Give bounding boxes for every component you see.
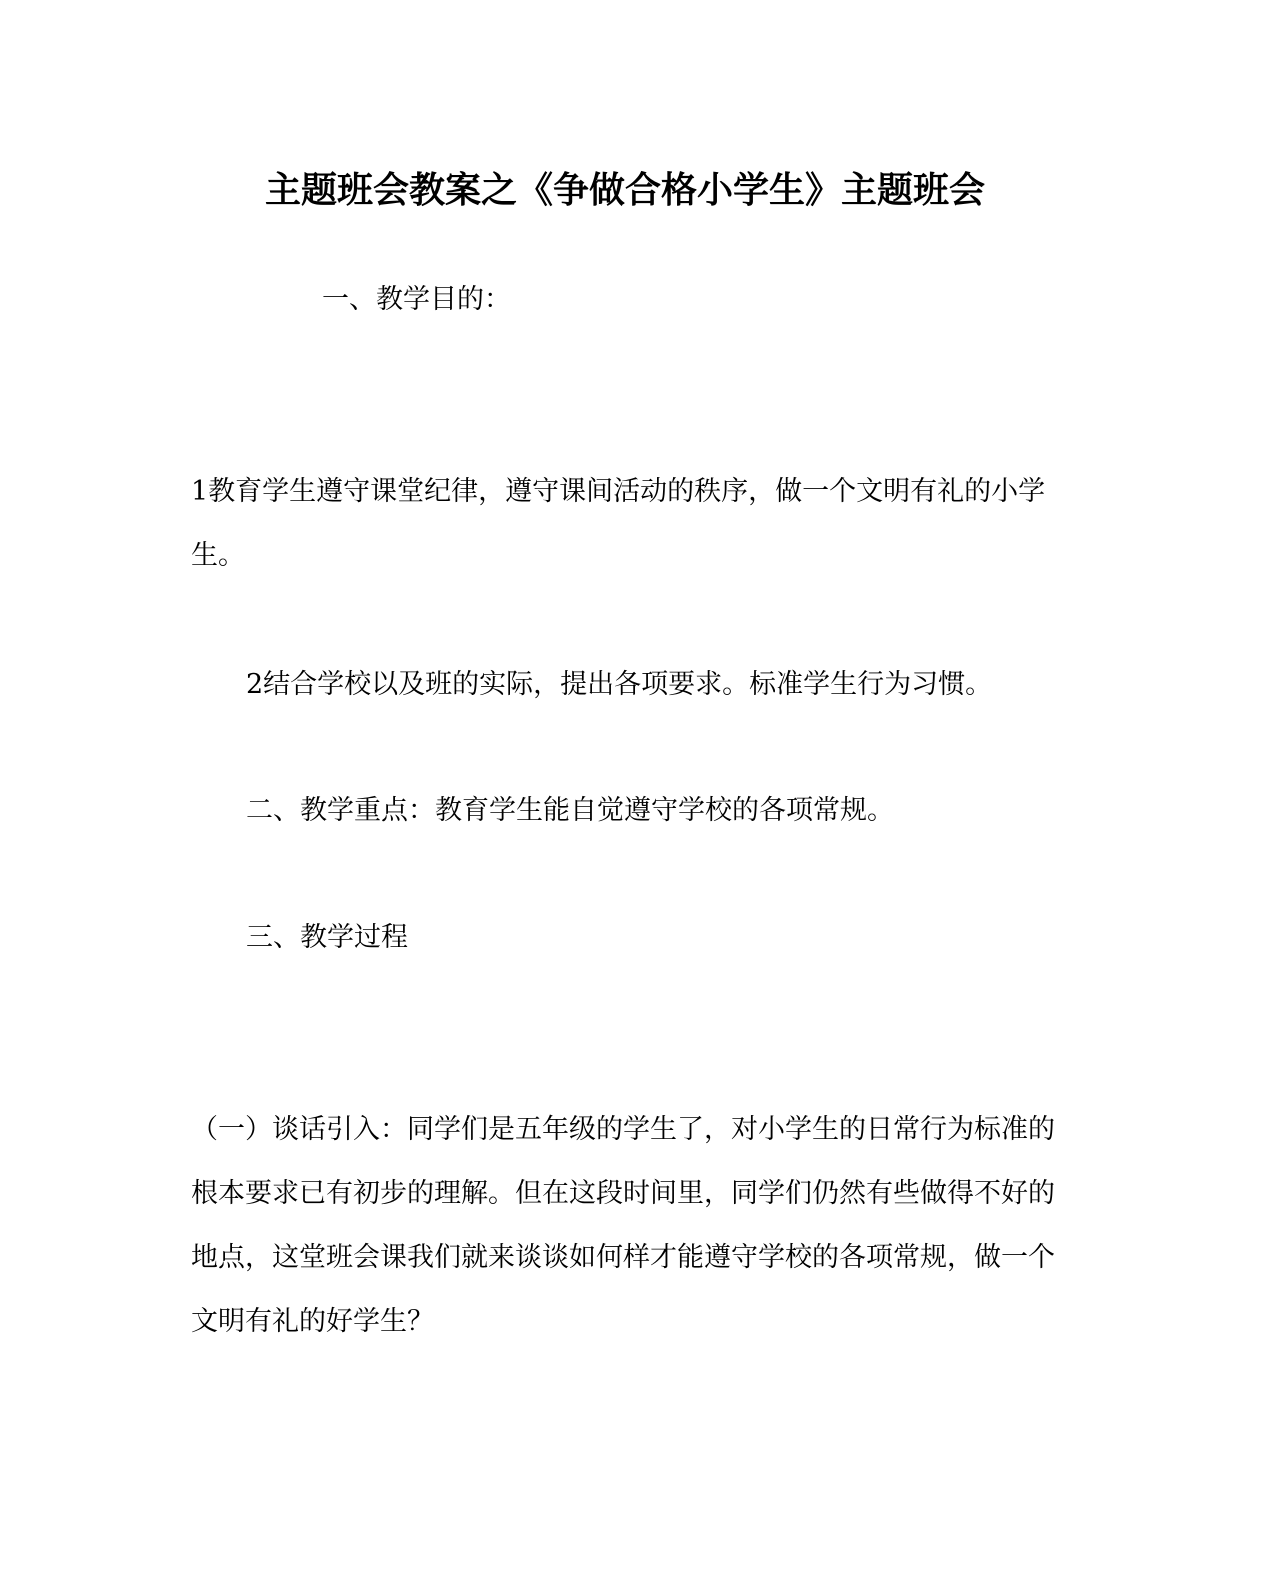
process-heading: 三、教学过程 <box>246 922 408 953</box>
objective-1-paragraph: 1教育学生遵守课堂纪律，遵守课间活动的秩序，做一个文明有礼的小学生。 <box>191 476 1046 571</box>
document-title: 主题班会教案之《争做合格小学生》主题班会 <box>264 169 985 211</box>
objectives-heading: 一、教学目的： <box>322 284 511 315</box>
key-points-paragraph: 二、教学重点：教育学生能自觉遵守学校的各项常规。 <box>246 795 894 826</box>
objective-2-paragraph: 2结合学校以及班的实际，提出各项要求。标准学生行为习惯。 <box>246 669 993 700</box>
intro-paragraph: （一）谈话引入：同学们是五年级的学生了，对小学生的日常行为标准的根本要求已有初步的理解。但在这段时间里，同学们仍然有些做得不好的地点，这堂班会课我们就来谈谈如何样才能遵守学校的各项常规，做一个文明有礼的好学生？ <box>191 1114 1055 1337</box>
